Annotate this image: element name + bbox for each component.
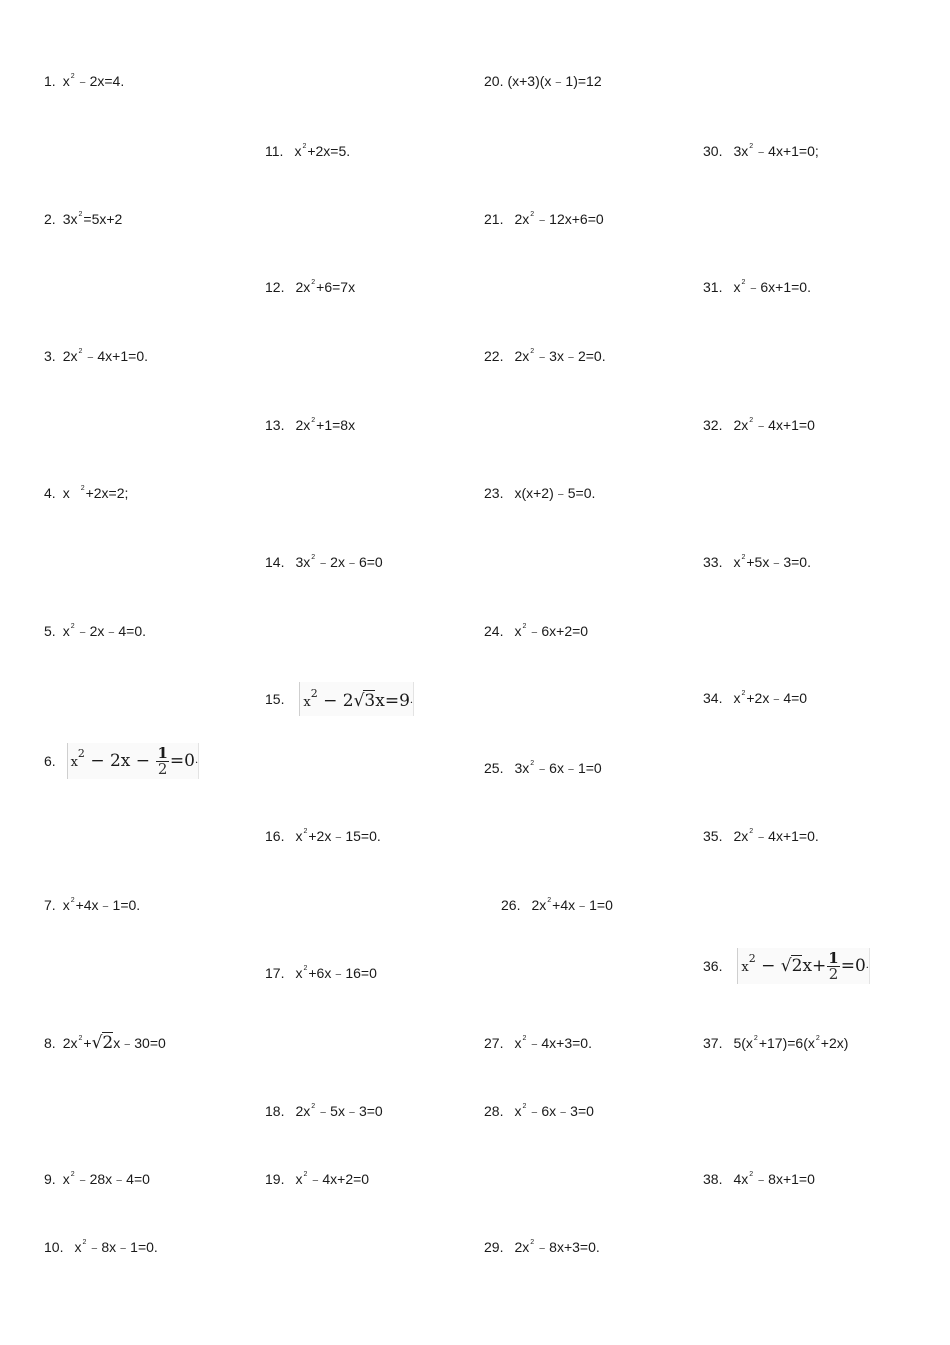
equation-31: 31. $x^2﹣6x+1=0$.	[703, 279, 811, 295]
equation-11: 11. $x^2+2x=5$.	[265, 143, 351, 159]
equation-2: 2. $3x^2=5x+2$	[44, 211, 123, 227]
equation-33: 33. $x^2+5x﹣3=0$.	[703, 554, 811, 570]
equation-27: 27. $x^2﹣4x+3=0$.	[484, 1035, 592, 1051]
equation-36-formula-image: $x^2 - √2x+$ $\frac{1}{2}$ =0·	[737, 948, 870, 984]
fraction: $\frac{1}{2}$	[157, 744, 168, 778]
equation-25: 25. $3x^2﹣6x﹣1=0$	[484, 760, 602, 776]
equation-23: 23. x(x+2)﹣5=0.	[484, 485, 596, 501]
equation-13: 13. $2x^2+1=8x$	[265, 417, 356, 433]
equation-37: 37. $5(x^2+17)=6(x^2+2x)$	[703, 1035, 849, 1051]
equation-4: 4. x $^2$+2x=2;	[44, 485, 129, 501]
equation-5: 5. $x^2﹣2x﹣4=0$.	[44, 623, 147, 639]
equation-9: 9. $x^2﹣28x﹣4=0$	[44, 1171, 150, 1187]
fraction: $\frac{1}{2}$	[828, 949, 839, 983]
equation-36: 36. $x^2 - √2x+$ $\frac{1}{2}$ =0·	[703, 949, 869, 983]
equation-28: 28. $x^2﹣6x﹣3=0$	[484, 1103, 594, 1119]
equation-6-formula-image: $x^2 - 2x$ − $\frac{1}{2}$ =0·	[67, 743, 200, 779]
equation-7: 7. $x^2+4x﹣1=0$.	[44, 897, 141, 913]
equation-15: 15. $x^2 - 2√3x=9\cdot$	[265, 682, 414, 716]
equation-18: 18. $2x^2﹣5x﹣3=0$	[265, 1103, 383, 1119]
equation-24: 24. $x^2﹣6x+2=0$	[484, 623, 589, 639]
equation-14: 14. $3x^2﹣2x﹣6=0$	[265, 554, 383, 570]
sqrt-2-symbol: √2	[780, 956, 803, 976]
equation-1: 1. $x^2﹣2x=4$.	[44, 73, 125, 89]
sqrt-2-symbol: √2	[91, 1033, 114, 1053]
equation-21: 21. $2x^2﹣12x+6=0$	[484, 211, 604, 227]
equation-12: 12. $2x^2+6=7x$	[265, 279, 356, 295]
equation-38: 38. $4x^2﹣8x+1=0$	[703, 1171, 815, 1187]
sqrt-3-symbol: √3	[353, 691, 376, 711]
equation-10: 10. $x^2﹣8x﹣1=0$.	[44, 1239, 158, 1255]
equation-16: 16. $x^2+2x﹣15=0$.	[265, 828, 381, 844]
equation-3: 3. $2x^2﹣4x+1=0$.	[44, 348, 148, 364]
equation-17: 17. $x^2+6x﹣16=0$	[265, 965, 377, 981]
equation-19: 19. $x^2﹣4x+2=0$	[265, 1171, 370, 1187]
equation-34: 34. $x^2+2x﹣4=0$	[703, 690, 808, 706]
equation-20: 20. (x+3)(x﹣1)=12	[484, 73, 602, 89]
equation-22: 22. $2x^2﹣3x﹣2=0$.	[484, 348, 606, 364]
equation-6: 6. $x^2 - 2x$ − $\frac{1}{2}$ =0·	[44, 744, 199, 778]
equation-29: 29. $2x^2﹣8x+3=0$.	[484, 1239, 600, 1255]
equation-35: 35. $2x^2﹣4x+1=0$.	[703, 828, 819, 844]
equation-32: 32. $2x^2﹣4x+1=0$	[703, 417, 815, 433]
equation-30: 30. $3x^2﹣4x+1=0$;	[703, 143, 819, 159]
equation-15-formula-image: $x^2 - 2√3x=9\cdot$	[299, 682, 414, 716]
equation-26: 26. $2x^2+4x﹣1=0$	[501, 897, 613, 913]
equation-8: 8. $2x^2+√2x﹣30=0$	[44, 1033, 166, 1053]
